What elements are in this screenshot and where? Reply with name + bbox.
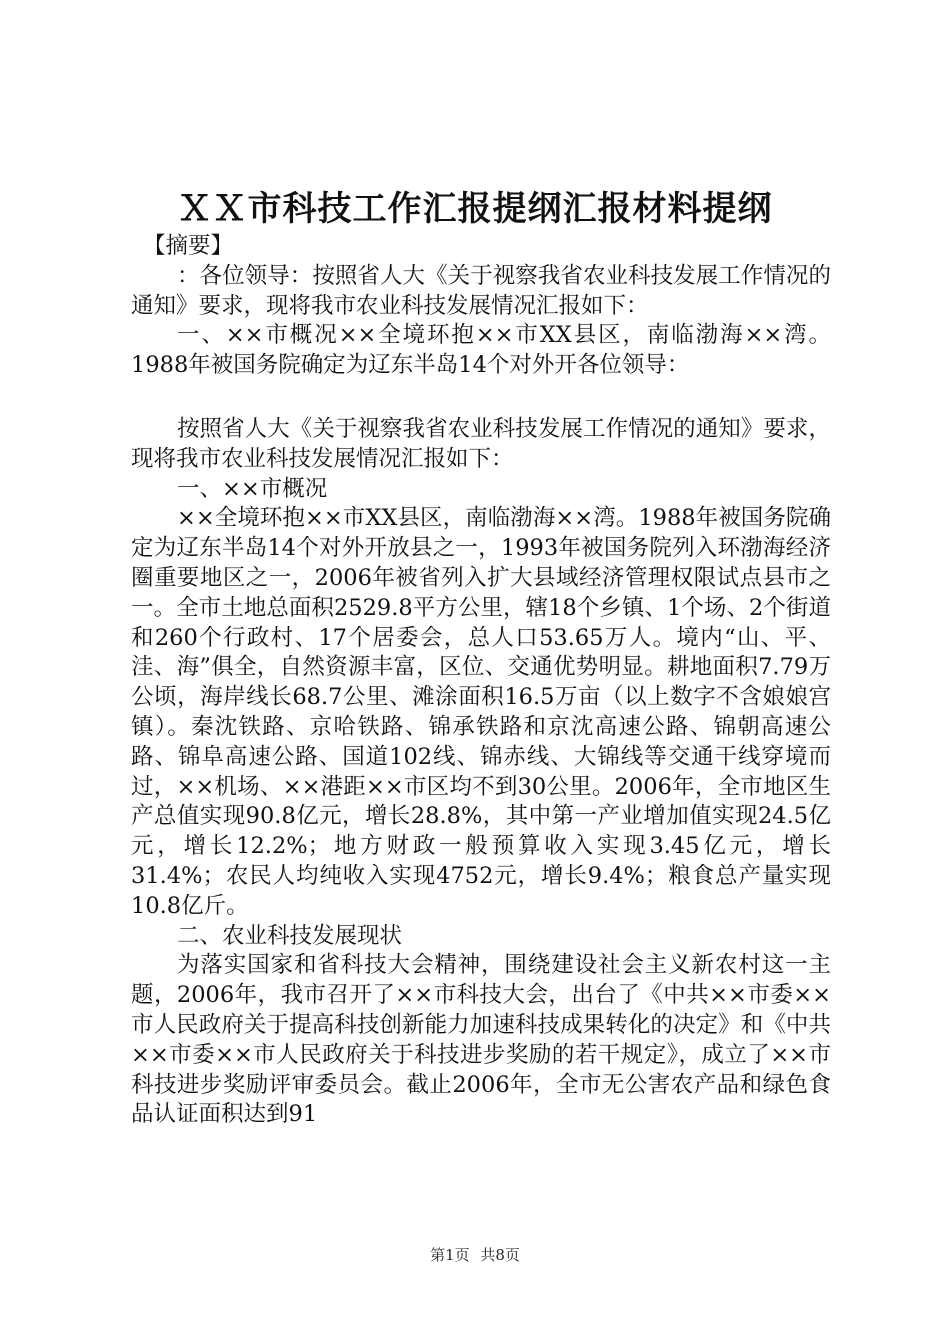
body-paragraph: 按照省人大《关于视察我省农业科技发展工作情况的通知》要求，现将我市农业科技发展情况汇报如下： — [131, 415, 831, 472]
body-paragraph: 为落实国家和省科技大会精神，围绕建设社会主义新农村这一主题，2006年，我市召开了××市科技大会，出台了《中共××市委××市人民政府关于提高科技创新能力加速科技成果转化的决定》和《中共××市委××市人民政府关于科技进步奖励的若干规定》，成立了××市科技进步奖励评审委员会。截止2006年，全市无公害农产品和绿色食品认证面积达到91 — [131, 952, 831, 1128]
section-heading: 一、××市概况 — [177, 475, 328, 502]
page-footer — [0, 1244, 950, 1265]
abstract-label: 【摘要】 — [143, 233, 234, 259]
page-total: 共8页 — [480, 1246, 520, 1264]
summary-paragraph: 一、××市概况××全境环抱××市XX县区，南临渤海××湾。1988年被国务院确定为辽东半岛14个对外开各位领导： — [131, 322, 831, 379]
summary-paragraph: ：各位领导：按照省人大《关于视察我省农业科技发展工作情况的通知》要求，现将我市农业科技发展情况汇报如下： — [131, 262, 831, 319]
section-heading: 二、农业科技发展现状 — [177, 922, 403, 949]
document-title: ＸＸ市科技工作汇报提纲汇报材料提纲 — [177, 189, 773, 229]
section-spacer — [131, 381, 831, 415]
document-body — [131, 232, 831, 1130]
page-number: 第1页 — [430, 1246, 470, 1264]
body-paragraph: ××全境环抱××市XX县区，南临渤海××湾。1988年被国务院确定为辽东半岛14个对外开放县之一，1993年被国务院列入环渤海经济圈重要地区之一，2006年被省列入扩大县域经济管理权限试点县市之一。全市土地总面积2529.8平方公里，辖18个乡镇、1个场、2个街道和260个行政村、17个居委会，总人口53.65万人。境内“山、平、洼、海”俱全，自然资源丰富，区位、交通优势明显。耕地面积7.79万公顷，海岸线长68.7公里、滩涂面积16.5万亩（以上数字不含娘娘宫镇）。秦沈铁路、京哈铁路、锦承铁路和京沈高速公路、锦朝高速公路、锦阜高速公路、国道102线、锦赤线、大锦线等交通干线穿境而过，××机场、××港距××市区均不到30公里。2006年，全市地区生产总值实现90.8亿元，增长28.8%，其中第一产业增加值实现24.5亿元，增长12.2%；地方财政一般预算收入实现3.45亿元，增长31.4%；农民人均纯收入实现4752元，增长9.4%；粮食总产量实现10.8亿斤。 — [131, 505, 831, 919]
